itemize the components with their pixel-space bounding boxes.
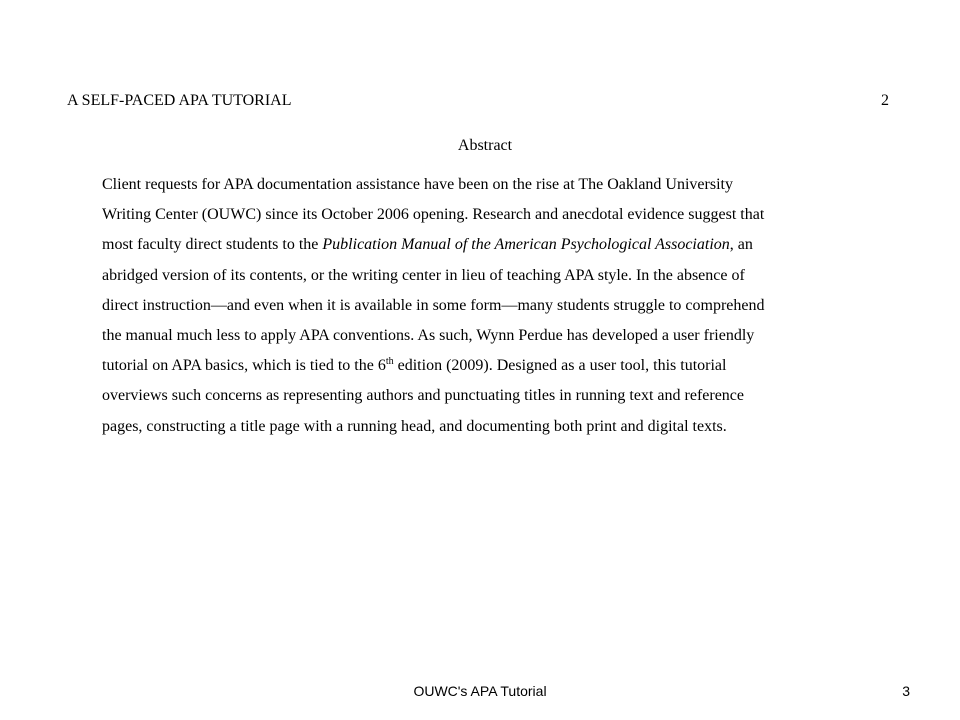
- running-head-page-number: 2: [881, 92, 889, 109]
- abstract-line: pages, constructing a title page with a running head, and documenting both print and digital texts.: [102, 417, 727, 435]
- abstract-line: direct instruction—and even when it is available in some form—many students struggle to comprehend: [102, 296, 765, 314]
- abstract-line: [102, 351, 902, 381]
- abstract-line: abridged version of its contents, or the writing center in lieu of teaching APA style. In the absence of: [102, 266, 745, 284]
- abstract-line: the manual much less to apply APA conventions. As such, Wynn Perdue has developed a user friendly: [102, 326, 755, 344]
- abstract-line: Client requests for APA documentation assistance have been on the rise at The Oakland University: [102, 176, 733, 193]
- abstract-heading: Abstract: [457, 137, 513, 154]
- abstract-body: [102, 170, 902, 442]
- publication-manual-title: Publication Manual of the American Psychological Association: [322, 236, 730, 254]
- abstract-line: overviews such concerns as representing authors and punctuating titles in running text and reference: [102, 387, 745, 405]
- running-head-title: A SELF-PACED APA TUTORIAL: [67, 92, 292, 109]
- abstract-line-text: tutorial on APA basics, which is tied to the 6: [102, 357, 386, 375]
- abstract-line-text: , an: [729, 236, 753, 254]
- footer-title: OUWC's APA Tutorial: [413, 683, 547, 699]
- abstract-line-text: edition (2009). Designed as a user tool, this tutorial: [393, 357, 727, 375]
- abstract-line: [102, 230, 902, 260]
- edition-superscript: th: [385, 356, 394, 368]
- abstract-line-text: most faculty direct students to the: [102, 236, 323, 254]
- footer-slide-number: 3: [902, 683, 910, 699]
- abstract-line: Writing Center (OUWC) since its October 2006 opening. Research and anecdotal evidence suggest that: [102, 206, 765, 224]
